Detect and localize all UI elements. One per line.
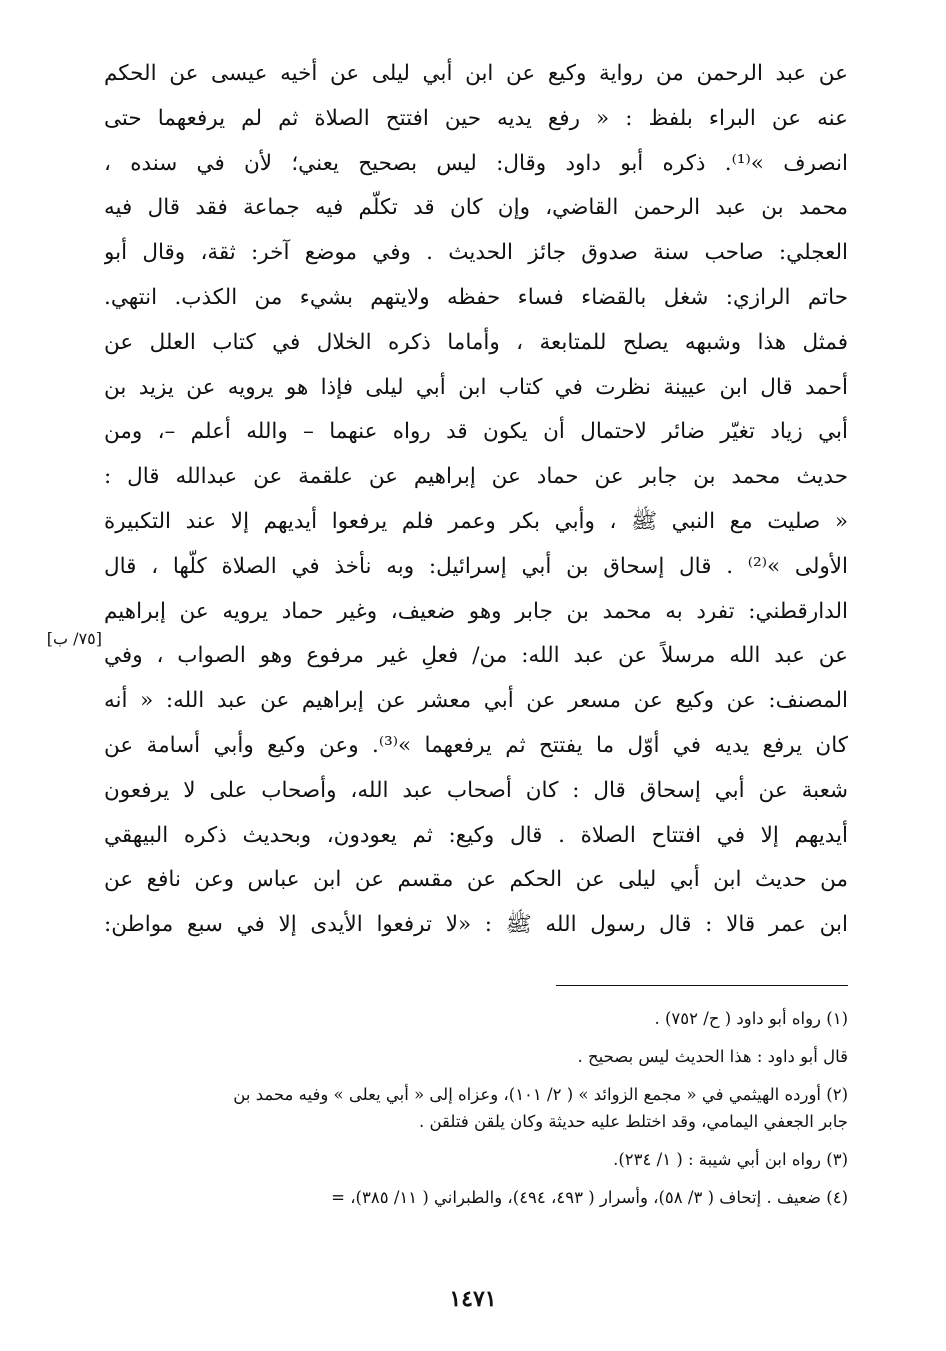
text-line: أيديهم إلا في افتتاح الصلاة . قال وكيع: ثم يعودون، وبحديث ذكره البيهقي (104, 822, 848, 848)
text-line: عن عبد الرحمن من رواية وكيع عن ابن أبي ليلى عن أخيه عيسى عن الحكم (104, 61, 848, 86)
footnote-line: (٢) أورده الهيثمي في « مجمع الزوائد » ( ٢/ ١٠١)، وعزاه إلى « أبي يعلى » وفيه محمد بن (233, 1085, 848, 1104)
text-line: « صليت مع النبي ﷺ ، وأبي بكر وعمر فلم يرفعوا أيديهم إلا عند التكبيرة (104, 508, 848, 534)
footnote (104, 1005, 848, 1032)
footnote-separator (556, 985, 848, 986)
text-line: انصرف »⁽¹⁾. ذكره أبو داود وقال: ليس بصحيح يعني؛ لأن في سنده ، (104, 150, 848, 176)
main-text (104, 52, 848, 948)
text-line: أبي زياد تغيّر ضائر لاحتمال أن يكون قد رواه عنهما – والله أعلم –، ومن (104, 419, 848, 445)
text-line: عنه عن البراء بلفظ : « رفع يديه حين افتتح الصلاة ثم لم يرفعهما حتى (104, 105, 848, 131)
footnote-line: (٣) رواه ابن أبي شيبة : ( ١/ ٢٣٤). (613, 1150, 848, 1169)
text-line: كان يرفع يديه في أوّل ما يفتتح ثم يرفعهما »⁽³⁾. وعن وكيع وأبي أسامة عن (104, 732, 848, 758)
text-line: الأولى »⁽²⁾ . قال إسحاق بن أبي إسرائيل: وبه نأخذ في الصلاة كلّها ، قال (104, 553, 848, 579)
manuscript-folio-note: [٧٥/ ب] (46, 629, 102, 648)
text-line: أحمد قال ابن عيينة نظرت في كتاب ابن أبي ليلى فإذا هو يرويه عن يزيد بن (104, 374, 848, 400)
footnote (104, 1043, 848, 1070)
text-line: فمثل هذا وشبهه يصلح للمتابعة ، وأماما ذكره الخلال في كتاب العلل عن (104, 329, 848, 355)
footnote-line: جابر الجعفي اليمامي، وقد اختلط عليه حديثة وكان يلقن فتلقن . (419, 1112, 848, 1131)
text-line: المصنف: عن وكيع عن مسعر عن أبي معشر عن إبراهيم عن عبد الله: « أنه (104, 688, 848, 714)
text-line: ابن عمر قالا : قال رسول الله ﷺ : «لا ترفعوا الأيدى إلا في سبع مواطن: (104, 912, 848, 938)
footnote (104, 1146, 848, 1173)
footnote-line: قال أبو داود : هذا الحديث ليس بصحيح . (577, 1047, 848, 1066)
text-line: عن عبد الله مرسلاً عن عبد الله: من/ فعلِ غير مرفوع وهو الصواب ، وفي (104, 643, 848, 669)
text-line: العجلي: صاحب سنة صدوق جائز الحديث . وفي موضع آخر: ثقة، وقال أبو (104, 240, 848, 266)
text-line: حديث محمد بن جابر عن حماد عن إبراهيم عن علقمة عن عبدالله قال : (104, 464, 848, 490)
text-line: حاتم الرازي: شغل بالقضاء فساء حفظه ولايتهم بشيء من الكذب. انتهي. (104, 284, 848, 310)
text-line: محمد بن عبد الرحمن القاضي، وإن كان قد تكلّم فيه جماعة فقد قال فيه (104, 195, 848, 221)
footnote-line: (١) رواه أبو داود ( ح/ ٧٥٢) . (654, 1009, 848, 1028)
text-line: الدارقطني: تفرد به محمد بن جابر وهو ضعيف، وغير حماد يرويه عن إبراهيم (104, 598, 848, 624)
footnotes (104, 1005, 848, 1222)
page-number: ١٤٧١ (449, 1286, 497, 1312)
footnote-line: (٤) ضعيف . إتحاف ( ٣/ ٥٨)، وأسرار ( ٤٩٣، ٤٩٤)، والطبراني ( ١١/ ٣٨٥)، = (331, 1188, 848, 1207)
footnote (104, 1184, 848, 1211)
text-line: من حديث ابن أبي ليلى عن الحكم عن مقسم عن ابن عباس وعن نافع عن (104, 867, 848, 893)
text-line: شعبة عن أبي إسحاق قال : كان أصحاب عبد الله، وأصحاب على لا يرفعون (104, 777, 848, 803)
footnote (104, 1081, 848, 1135)
